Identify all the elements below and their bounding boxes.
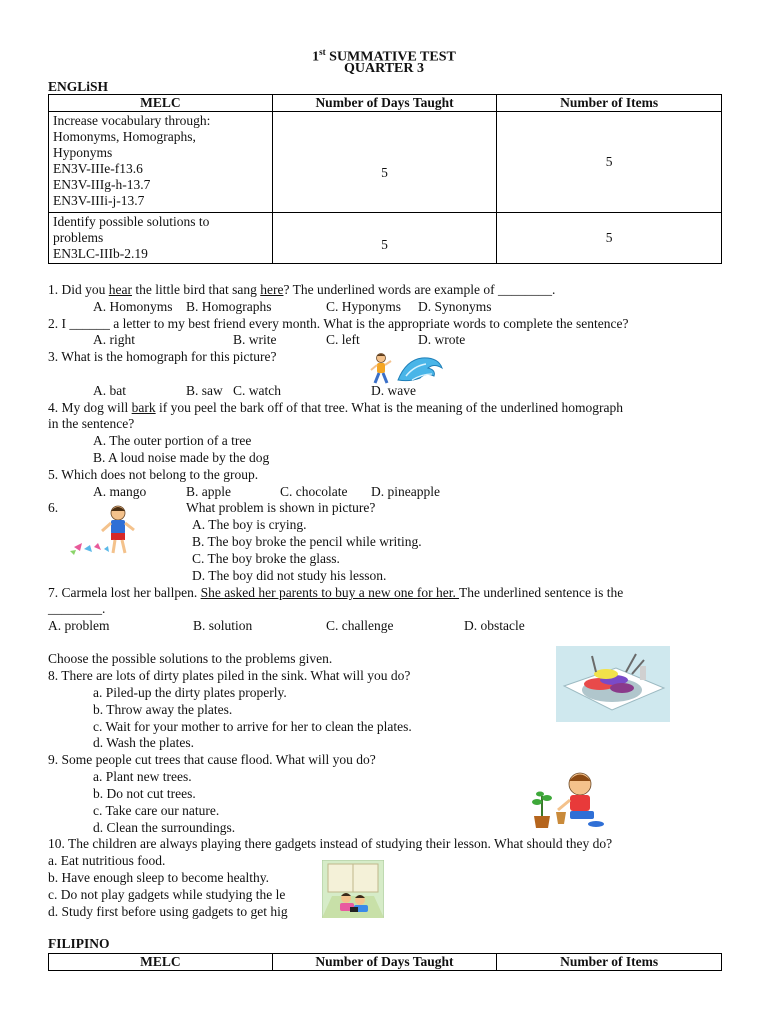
items-cell: 5 (497, 213, 722, 264)
question-1: 1. Did you hear the little bird that sang here? The underlined words are example of ________. (48, 282, 556, 297)
table-row (49, 112, 722, 213)
days-cell: 5 (272, 213, 497, 264)
header-items: Number of Items (497, 95, 722, 112)
ocean-wave-icon (396, 354, 446, 384)
instructions: Choose the possible solutions to the problems given. (48, 651, 333, 666)
q4-option-b: B. A loud noise made by the dog (93, 450, 270, 465)
question-7-line2: ________. (48, 601, 106, 616)
q1-option-c: C. Hyponyms (326, 299, 402, 314)
header-days: Number of Days Taught (272, 954, 497, 971)
question-3: 3. What is the homograph for this picture? (48, 349, 277, 364)
q1-option-b: B. Homographs (186, 299, 272, 314)
q6-option-c: C. The boy broke the glass. (192, 551, 340, 566)
question-6-number: 6. (48, 500, 59, 515)
header-melc: MELC (49, 95, 273, 112)
table-header-row (49, 95, 722, 112)
days-cell: 5 (272, 112, 497, 213)
q7-option-d: D. obstacle (464, 618, 525, 633)
q3-option-d: D. wave (371, 383, 416, 398)
q7-option-c: C. challenge (326, 618, 394, 633)
melc-line: EN3V-IIIg-h-13.7 (53, 177, 151, 192)
melc-line: EN3LC-IIIb-2.19 (53, 246, 148, 261)
boy-broken-glass-icon (68, 503, 156, 557)
english-heading: ENGLiSH (48, 79, 109, 94)
children-gadgets-icon (322, 860, 384, 918)
q8-option-a: a. Piled-up the dirty plates properly. (93, 685, 287, 700)
q7-option-b: B. solution (193, 618, 253, 633)
q9-option-c: c. Take care our nature. (93, 803, 220, 818)
test-title: 1st SUMMATIVE TEST (312, 47, 456, 65)
q2-option-d: D. wrote (418, 332, 466, 347)
melc-line: EN3V-IIIi-j-13.7 (53, 193, 145, 208)
q10-option-a: a. Eat nutritious food. (48, 853, 166, 868)
q6-option-d: D. The boy did not study his lesson. (192, 568, 387, 583)
walking-boy-icon (368, 352, 394, 386)
q4-option-a: A. The outer portion of a tree (93, 433, 252, 448)
filipino-heading: FILIPINO (48, 936, 110, 951)
melc-cell (49, 213, 273, 264)
q10-option-c: c. Do not play gadgets while studying the le (48, 887, 286, 902)
header-melc: MELC (49, 954, 273, 971)
question-4: 4. My dog will bark if you peel the bark off of that tree. What is the meaning of the underlined homograph (48, 400, 623, 415)
table-header-row (49, 954, 722, 971)
q1-option-a: A. Homonyms (93, 299, 173, 314)
filipino-melc-table (48, 953, 722, 971)
q10-option-b: b. Have enough sleep to become healthy. (48, 870, 270, 885)
melc-line: Identify possible solutions to (53, 214, 210, 229)
q5-option-a: A. mango (93, 484, 147, 499)
q7-option-a: A. problem (48, 618, 110, 633)
header-days: Number of Days Taught (272, 95, 497, 112)
q2-option-a: A. right (93, 332, 135, 347)
question-5: 5. Which does not belong to the group. (48, 467, 259, 482)
q5-option-b: B. apple (186, 484, 231, 499)
q8-option-c: c. Wait for your mother to arrive for her to clean the plates. (93, 719, 412, 734)
question-6: What problem is shown in picture? (186, 500, 376, 515)
q8-option-b: b. Throw away the plates. (93, 702, 233, 717)
q9-option-b: b. Do not cut trees. (93, 786, 196, 801)
header-items: Number of Items (497, 954, 722, 971)
q3-option-a: A. bat (93, 383, 126, 398)
q10-option-d: d. Study first before using gadgets to get hig (48, 904, 288, 919)
q8-option-d: d. Wash the plates. (93, 735, 195, 750)
question-2: 2. I ______ a letter to my best friend every month. What is the appropriate words to complete the sentence? (48, 316, 629, 331)
items-cell: 5 (497, 112, 722, 213)
q6-option-a: A. The boy is crying. (192, 517, 307, 532)
question-10: 10. The children are always playing there gadgets instead of studying their lesson. What should they do? (48, 836, 613, 851)
question-9: 9. Some people cut trees that cause flood. What will you do? (48, 752, 376, 767)
melc-line: Homonyms, Homographs, (53, 129, 196, 144)
melc-line: Increase vocabulary through: (53, 113, 211, 128)
q3-option-c: C. watch (233, 383, 281, 398)
melc-line: problems (53, 230, 104, 245)
table-row (49, 213, 722, 264)
melc-line: Hyponyms (53, 145, 113, 160)
q9-option-d: d. Clean the surroundings. (93, 820, 236, 835)
q2-option-b: B. write (233, 332, 277, 347)
q5-option-c: C. chocolate (280, 484, 348, 499)
question-8: 8. There are lots of dirty plates piled in the sink. What will you do? (48, 668, 411, 683)
melc-line: EN3V-IIIe-f13.6 (53, 161, 143, 176)
q9-option-a: a. Plant new trees. (93, 769, 192, 784)
english-melc-table (48, 94, 722, 264)
q6-option-b: B. The boy broke the pencil while writing. (192, 534, 422, 549)
quarter-title: QUARTER 3 (343, 61, 424, 76)
q2-option-c: C. left (326, 332, 360, 347)
question-7: 7. Carmela lost her ballpen. She asked her parents to buy a new one for her. The underlined sentence is the (48, 585, 624, 600)
melc-cell (49, 112, 273, 213)
q1-option-d: D. Synonyms (418, 299, 492, 314)
q5-option-d: D. pineapple (371, 484, 440, 499)
question-4-line2: in the sentence? (48, 416, 135, 431)
dirty-plates-sink-icon (556, 646, 670, 722)
q3-option-b: B. saw (186, 383, 223, 398)
boy-planting-tree-icon (530, 768, 608, 830)
